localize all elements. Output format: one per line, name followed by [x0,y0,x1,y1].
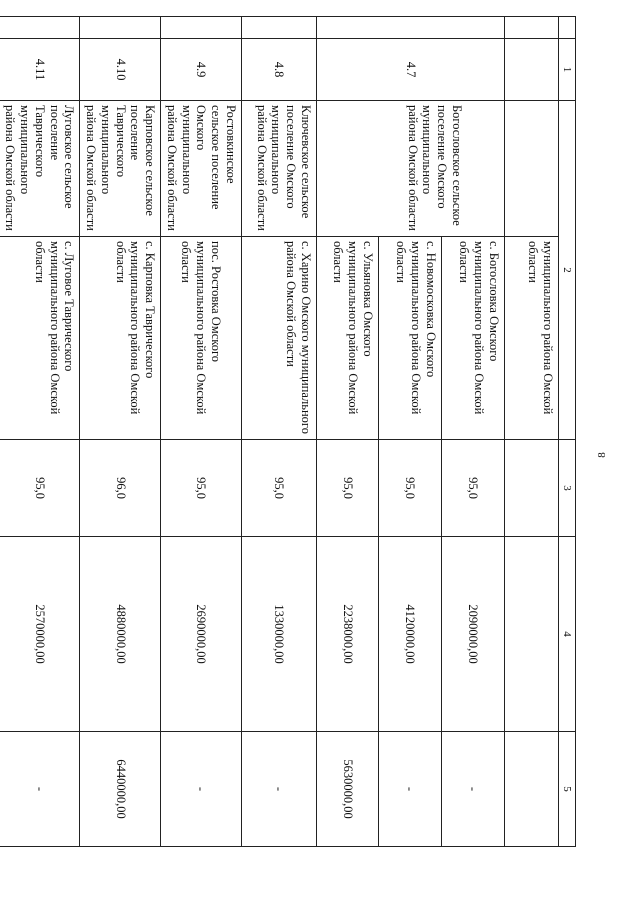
locality-name: с. Луговое Таврического муниципального района Омской области [0,237,80,440]
header-col-5: 5 [559,732,576,847]
amount-value: 4880000,00 [80,537,161,732]
continuation-cell: муниципального района Омской области [505,237,559,440]
total-value: - [442,732,505,847]
amount-value: 2090000,00 [442,537,505,732]
table-header-row [559,17,576,847]
amount-value: 2690000,00 [161,537,242,732]
total-value: - [0,732,80,847]
locality-name: с. Карповка Таврического муниципального района Омской области [80,237,161,440]
amount-value: 2238000,00 [317,537,379,732]
locality-name: с. Богословка Омского муниципального района Омской области [442,237,505,440]
locality-name: с. Харино Омского муниципального района Омской области [242,237,317,440]
header-col-4: 4 [559,537,576,732]
settlement-name: Карповское сельское поселение Таврического муниципального района Омской области [80,101,161,237]
locality-name: с. Новомосковка Омского муниципального района Омской области [379,237,442,440]
percent-value: 95,0 [242,440,317,537]
amount-value: 4120000,00 [379,537,442,732]
total-value: 5630000,00 [317,732,379,847]
header-col-2: 2 [559,101,576,440]
percent-value: 95,0 [379,440,442,537]
percent-value: 96,0 [80,440,161,537]
total-value: - [161,732,242,847]
table-row [80,17,161,847]
column-spacer [559,17,576,39]
total-value: - [242,732,317,847]
header-col-1: 1 [559,39,576,101]
total-value: - [379,732,442,847]
table-row [505,17,559,847]
page-number: 8 [596,452,608,458]
percent-value: 95,0 [161,440,242,537]
row-number: 4.10 [80,39,161,101]
rotated-table-wrapper [3,16,576,846]
settlement-name: Ключевское сельское поселение Омского муниципального района Омской области [242,101,317,237]
table-row [442,17,505,847]
row-number: 4.9 [161,39,242,101]
amount-value: 2570000,00 [0,537,80,732]
row-number: 4.11 [0,39,80,101]
row-number: 4.8 [242,39,317,101]
percent-value: 95,0 [0,440,80,537]
amount-value: 1330000,00 [242,537,317,732]
locality-name: пос. Ростовка Омского муниципального района Омской области [161,237,242,440]
locality-name: с. Ульяновка Омского муниципального района Омской области [317,237,379,440]
settlement-name: Луговское сельское поселение Таврического муниципального района Омской области [0,101,80,237]
total-value: 6440000,00 [80,732,161,847]
table-row [0,17,80,847]
settlement-name: Ростовкинское сельское поселение Омского муниципального района Омской области [161,101,242,237]
table-row [242,17,317,847]
percent-value: 95,0 [317,440,379,537]
percent-value: 95,0 [442,440,505,537]
table-row [161,17,242,847]
row-number: 4.7 [317,39,505,101]
funding-table [0,16,576,847]
settlement-name: Богословское сельское поселение Омского муниципального района Омской области [317,101,505,237]
header-col-3: 3 [559,440,576,537]
